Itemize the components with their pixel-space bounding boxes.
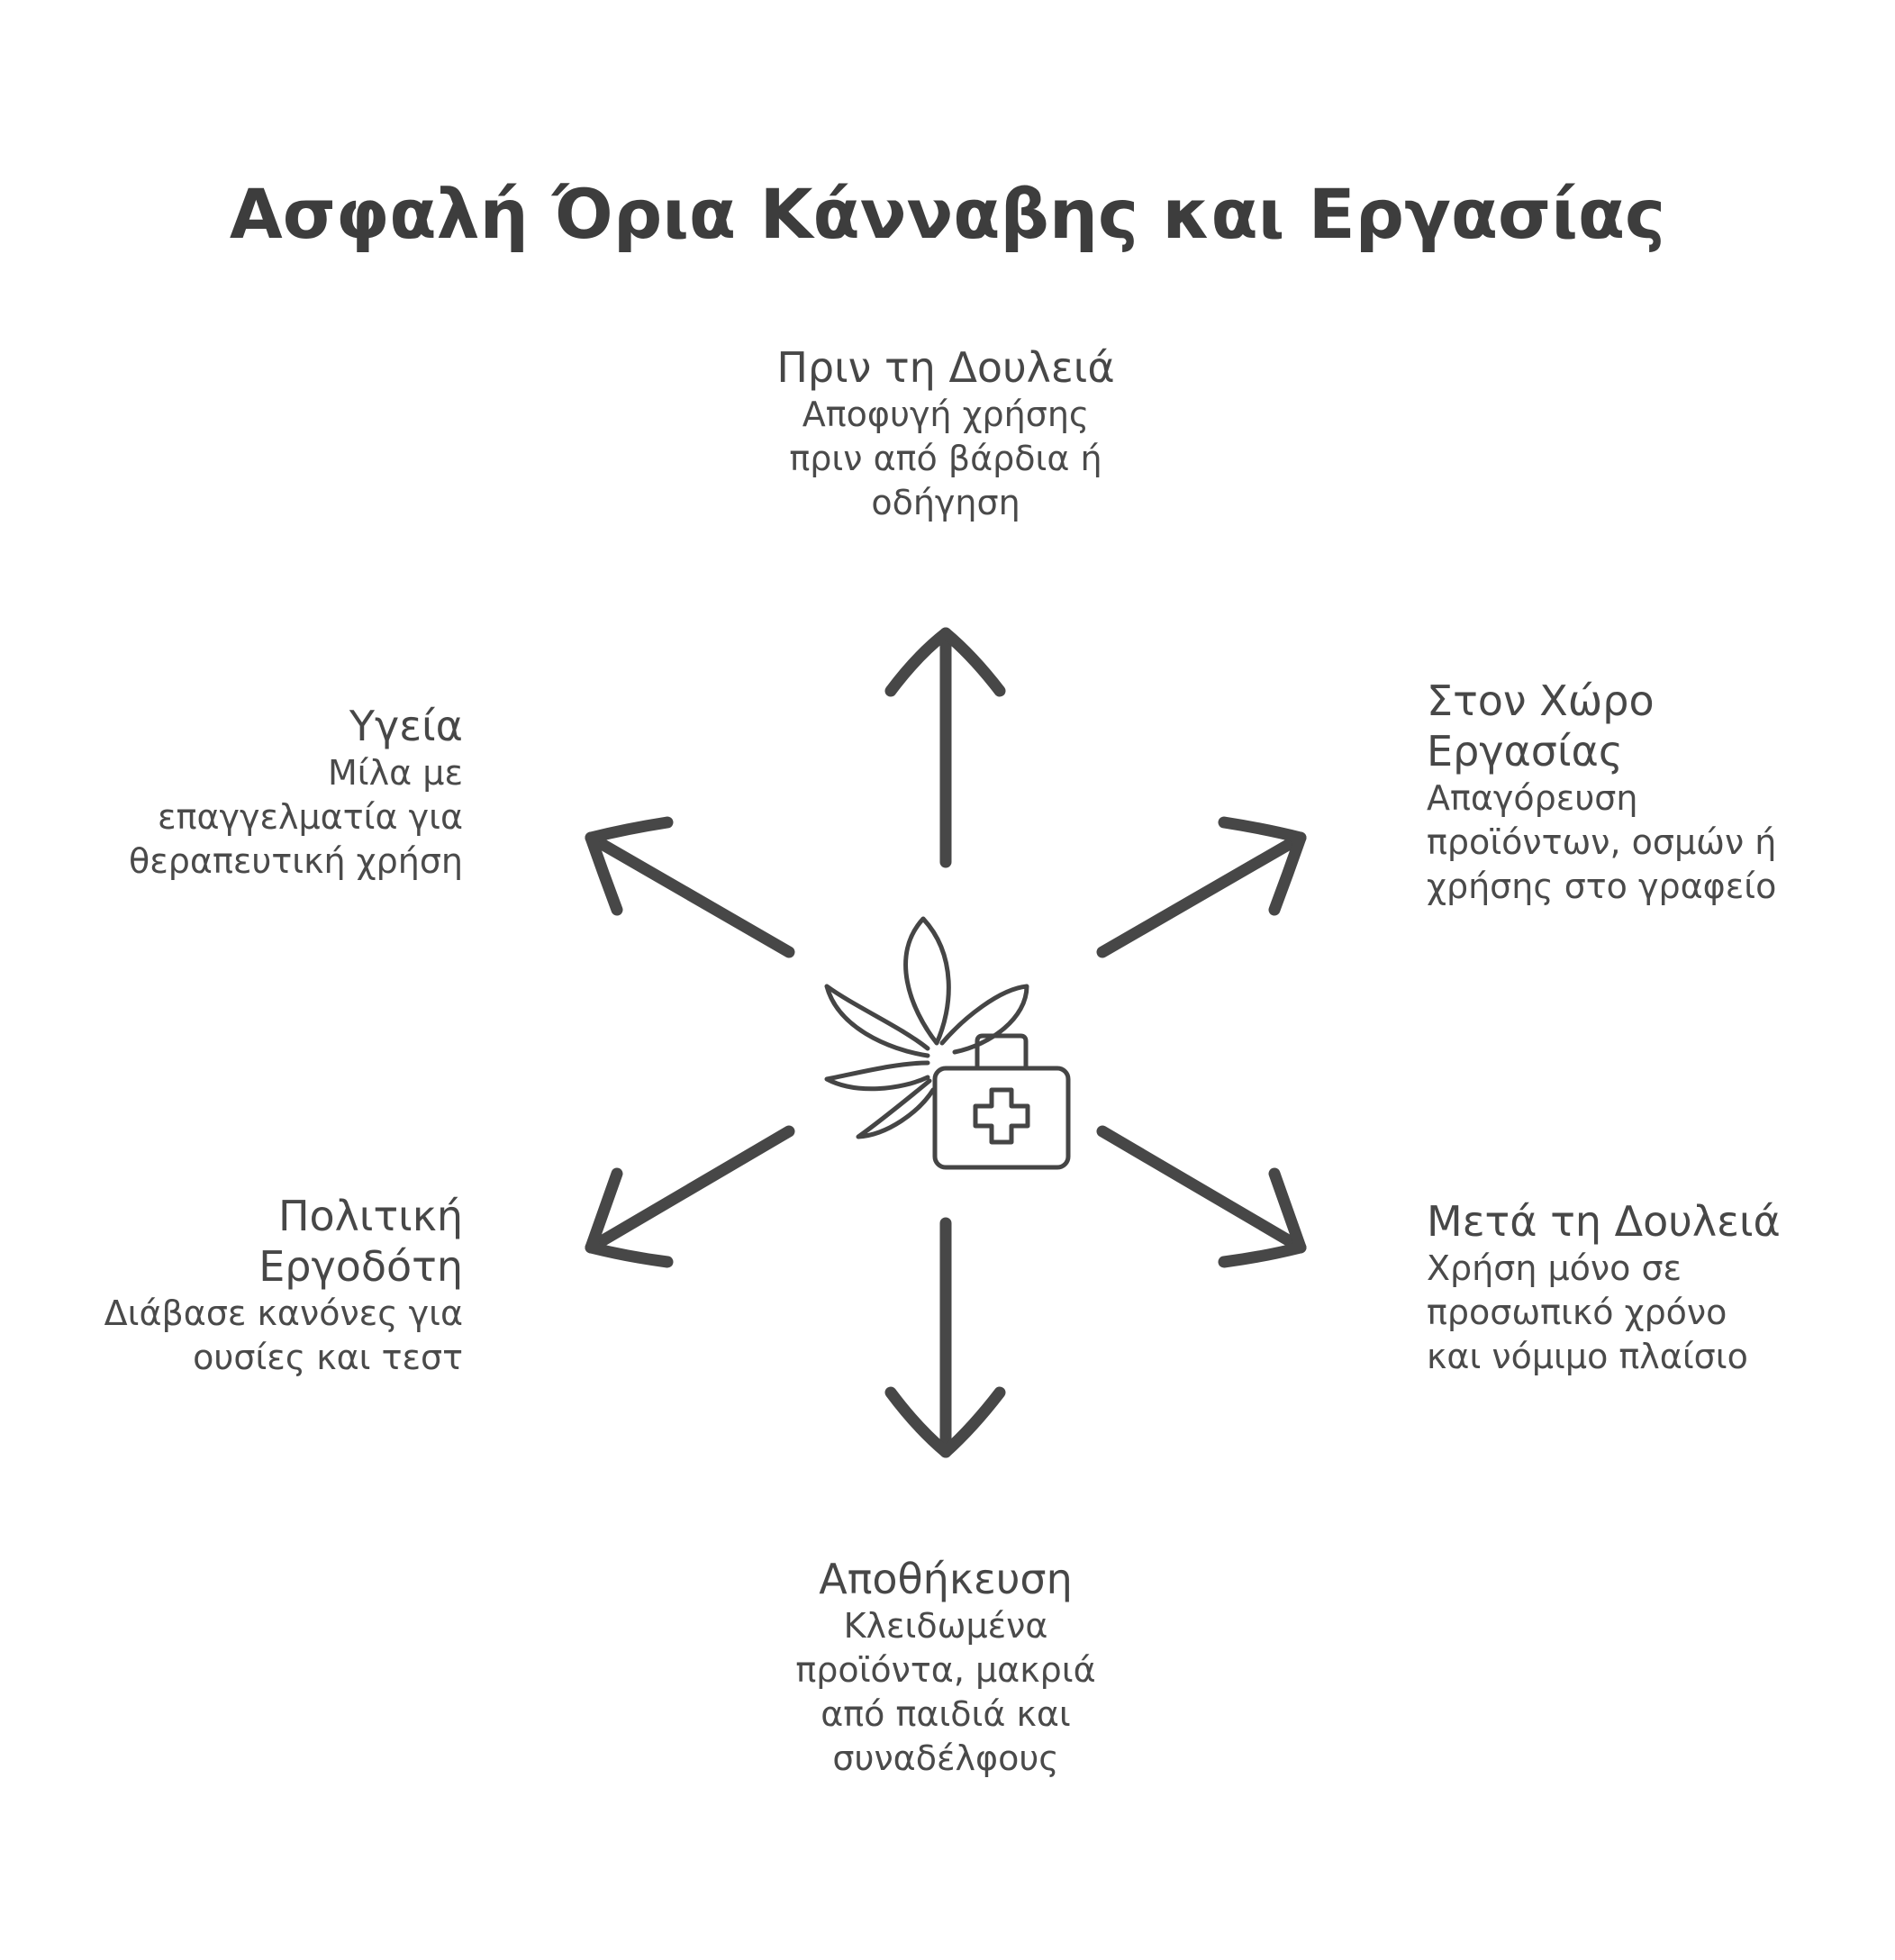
- branch-employer-policy: [54, 1191, 463, 1380]
- branch-desc-line: επαγγελματία για: [158, 797, 463, 837]
- branch-desc-line: Απαγόρευση: [1427, 778, 1638, 818]
- arrow-up-left-icon: [591, 822, 789, 952]
- branch-desc-line: προϊόντα, μακριά: [795, 1650, 1096, 1690]
- branch-desc-line: χρήσης στο γραφείο: [1427, 867, 1777, 906]
- branch-label: Εργασίας: [1427, 727, 1623, 776]
- branch-desc-line: Διάβασε κανόνες για: [104, 1293, 463, 1333]
- arrow-down-right-icon: [1102, 1131, 1301, 1262]
- branch-health: [54, 701, 463, 884]
- first-aid-kit-icon: [935, 1036, 1068, 1167]
- branch-desc-line: θεραπευτική χρήση: [129, 841, 463, 881]
- arrow-down-icon: [891, 1223, 1000, 1452]
- branch-storage: [721, 1554, 1171, 1781]
- branch-desc-line: πριν από βάρδια ή: [789, 439, 1102, 478]
- branch-after-work: [1427, 1196, 1877, 1379]
- branch-label: Αποθήκευση: [819, 1555, 1073, 1603]
- branch-desc-line: Μίλα με: [328, 753, 463, 793]
- arrow-up-icon: [891, 633, 1000, 862]
- branch-desc-line: από παιδιά και: [821, 1694, 1071, 1734]
- branch-desc-line: προϊόντων, οσμών ή: [1427, 822, 1777, 862]
- branch-desc-line: συναδέλφους: [832, 1738, 1059, 1778]
- arrow-down-left-icon: [591, 1131, 789, 1262]
- branch-label: Μετά τη Δουλειά: [1427, 1197, 1781, 1246]
- branch-label: Υγεία: [349, 702, 463, 750]
- branch-before-work: [721, 342, 1171, 525]
- branch-at-workplace: [1427, 676, 1877, 909]
- branch-desc-line: οδήγηση: [871, 483, 1020, 522]
- branch-desc-line: και νόμιμο πλαίσιο: [1427, 1337, 1748, 1376]
- branch-label: Πολιτική: [277, 1192, 463, 1240]
- arrow-up-right-icon: [1102, 822, 1301, 952]
- branch-desc-line: Χρήση μόνο σε: [1427, 1248, 1682, 1288]
- branch-desc-line: Κλειδωμένα: [843, 1606, 1048, 1646]
- branch-label: Πριν τη Δουλειά: [776, 343, 1115, 392]
- branch-desc-line: προσωπικό χρόνο: [1427, 1293, 1727, 1332]
- branch-label: Στον Χώρο: [1427, 676, 1655, 725]
- branch-desc-line: ουσίες και τεστ: [193, 1338, 463, 1377]
- branch-label: Εργοδότη: [258, 1242, 463, 1291]
- branch-desc-line: Αποφυγή χρήσης: [802, 395, 1090, 434]
- page-title: Ασφαλή Όρια Κάνναβης και Εργασίας: [229, 174, 1666, 254]
